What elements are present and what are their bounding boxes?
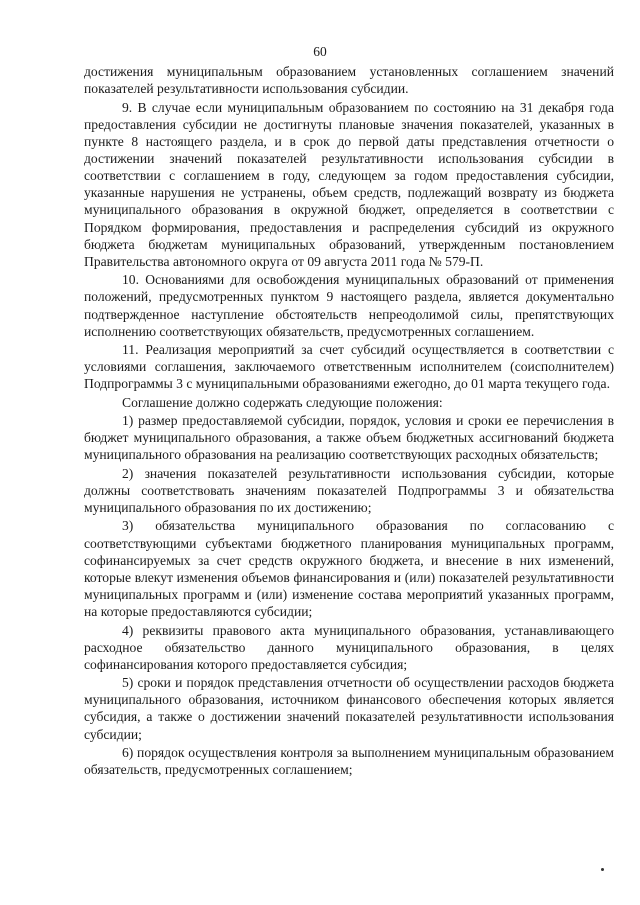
list-item-3: 3) обязательства муниципального образования по согласованию с соответствующими субъектами бюджетного планирования муниципальных программ, софинансируемых за счет средств окружного бюджета, и внесение в них изменений, которые влекут изменения объемов финансирования и (или) показателей результативности муниципальных программ и (или) изменение состава мероприятий указанных программ, на которые предоставляются субсидии; <box>84 518 614 620</box>
paragraph-item-9: 9. В случае если муниципальным образованием по состоянию на 31 декабря года предоставления субсидии не достигнуты плановые значения показателей, указанных в пункте 8 настоящего раздела, и в срок до первой даты представления отчетности о достижении значений показателей результативности использования субсидии в соответствии с соглашением в году, следующем за годом предоставления субсидии, указанные нарушения не устранены, объем средств, подлежащий возврату из бюджета муниципального образования в окружной бюджет, определяется в соответствии с Порядком формирования, предоставления и распределения субсидий из окружного бюджета бюджетам муниципальных образований, утвержденным постановлением Правительства автономного округа от 09 августа 2011 года № 579-П. <box>84 99 614 269</box>
list-item-6: 6) порядок осуществления контроля за выполнением муниципальным образованием обязательств, предусмотренных соглашением; <box>84 744 614 778</box>
document-body <box>84 63 614 779</box>
paragraph-item-10: 10. Основаниями для освобождения муниципальных образований от применения положений, предусмотренных пунктом 9 настоящего раздела, является документально подтвержденное наступление обстоятельств непреодолимой силы, препятствующих исполнению соответствующих обязательств, предусмотренных соглашением. <box>84 272 614 339</box>
paragraph-item-11: 11. Реализация мероприятий за счет субсидий осуществляется в соответствии с условиями соглашения, заключаемого ответственным исполнителем (соисполнителем) Подпрограммы 3 с муниципальными образованиями ежегодно, до 01 марта текущего года. <box>84 342 614 392</box>
scan-speck <box>601 868 604 871</box>
page-number: 60 <box>313 44 327 59</box>
paragraph-agreement-intro: Соглашение должно содержать следующие положения: <box>122 394 443 410</box>
list-item-1: 1) размер предоставляемой субсидии, порядок, условия и сроки ее перечисления в бюджет муниципального образования, а также объем бюджетных ассигнований бюджета муниципального образования на реализацию соответствующих расходных обязательств; <box>84 413 614 463</box>
paragraph-continuation: достижения муниципальным образованием установленных соглашением значений показателей результативности использования субсидии. <box>84 64 614 97</box>
list-item-2: 2) значения показателей результативности использования субсидии, которые должны соответствовать значениям показателей Подпрограммы 3 и обязательства муниципального образования по их достижению; <box>84 465 614 516</box>
list-item-5: 5) сроки и порядок представления отчетности об осуществлении расходов бюджета муниципального образования, источником финансового обеспечения которых является субсидия, а также о достижении значений показателей результативности использования субсидии; <box>84 675 614 742</box>
list-item-4: 4) реквизиты правового акта муниципального образования, устанавливающего расходное обязательство данного муниципального образования, в целях софинансирования которого предоставляется субсидия; <box>84 622 614 672</box>
